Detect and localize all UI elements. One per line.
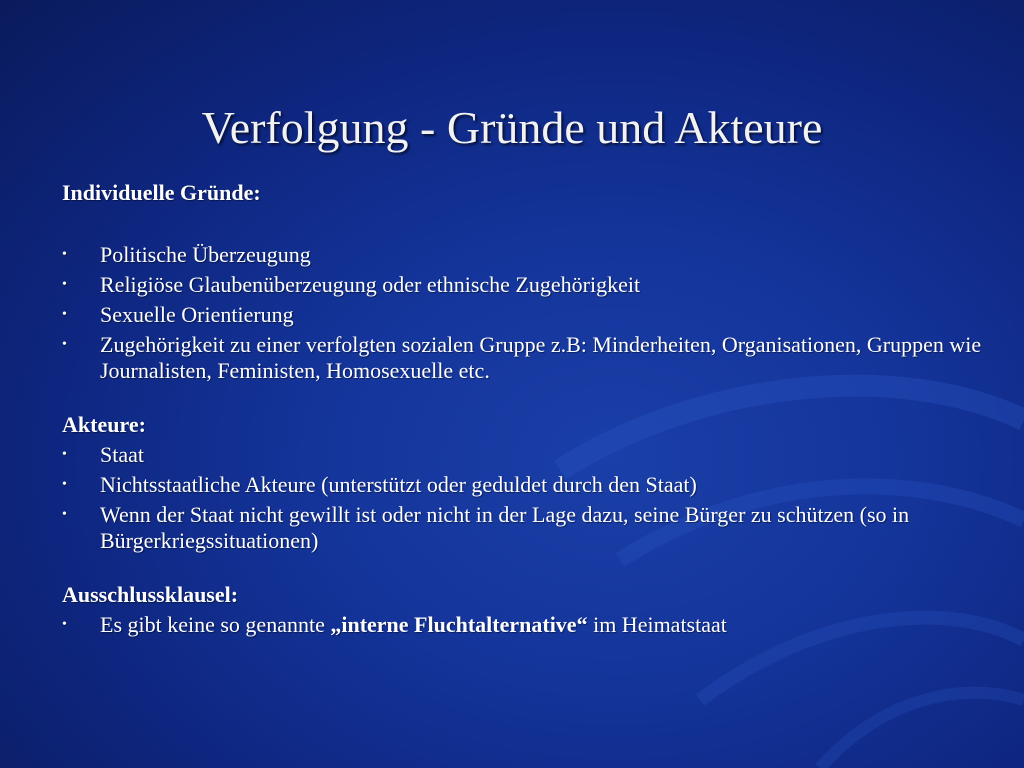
actors-list [62, 442, 982, 554]
list-item: • Zugehörigkeit zu einer verfolgten sozialen Gruppe z.B: Minderheiten, Organisationen, Gruppen wie Journalisten, Feministen, Homosexuelle etc. [62, 332, 982, 383]
emphasis-internal-flight-alternative: „interne Fluchtalternative“ [330, 612, 588, 637]
list-item: • Sexuelle Orientierung [62, 302, 294, 327]
bullet-icon: • [62, 337, 67, 352]
exclusion-list [62, 612, 982, 638]
slide-content [62, 180, 982, 638]
bullet-icon: • [62, 247, 67, 262]
bullet-icon: • [62, 277, 67, 292]
heading-individual-reasons: Individuelle Gründe: [62, 180, 261, 205]
list-item: • Wenn der Staat nicht gewillt ist oder nicht in der Lage dazu, seine Bürger zu schützen (so in Bürgerkriegssituationen) [62, 502, 910, 553]
bullet-icon: • [62, 477, 67, 492]
heading-actors: Akteure: [62, 412, 146, 437]
list-item: • Staat [62, 442, 144, 467]
slide-title: Verfolgung - Gründe und Akteure [201, 101, 823, 153]
bullet-icon: • [62, 307, 67, 322]
list-item: • Religiöse Glaubenüberzeugung oder ethnische Zugehörigkeit [62, 272, 641, 297]
list-item: • Es gibt keine so genannte „interne Fluchtalternative“ im Heimatstaat [62, 612, 727, 637]
list-item: • Politische Überzeugung [62, 242, 311, 267]
heading-exclusion-clause: Ausschlussklausel: [62, 582, 239, 607]
bullet-icon: • [62, 447, 67, 462]
bullet-icon: • [62, 507, 67, 522]
bullet-icon: • [62, 617, 67, 632]
list-item: • Nichtsstaatliche Akteure (unterstützt oder geduldet durch den Staat) [62, 472, 697, 497]
individual-reasons-list [62, 242, 982, 384]
